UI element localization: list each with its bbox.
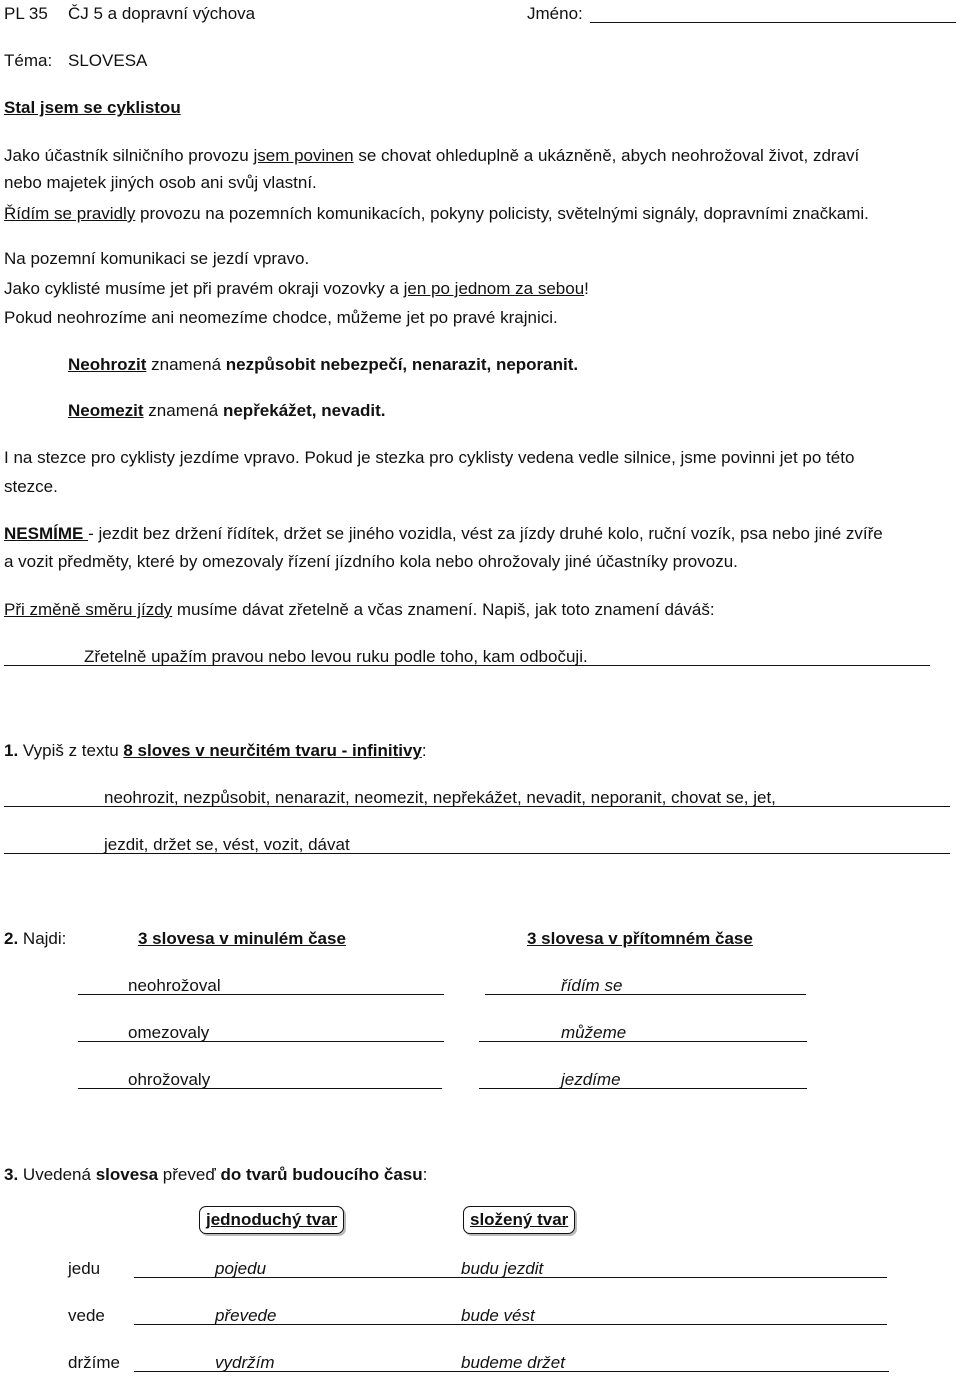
para2-line2: Jako cyklisté musíme jet při pravém okraji vozovky a jen po jednom za sebou!: [4, 279, 589, 298]
para1-line3: Řídím se pravidly provozu na pozemních komunikacích, pokyny policisty, světelnými signály, dopravními značkami.: [4, 204, 869, 223]
subject-label: ČJ 5 a dopravní výchova: [68, 4, 256, 23]
task3-simple-3: vydržím: [215, 1353, 275, 1372]
present-verb-2: můžeme: [561, 1023, 627, 1042]
task2-col-past: 3 slovesa v minulém čase: [138, 929, 346, 948]
worksheet-number: PL 35: [4, 4, 48, 23]
present-line-2[interactable]: [479, 1041, 807, 1042]
present-line-3[interactable]: [479, 1088, 807, 1089]
topic-label: Téma:: [4, 51, 53, 70]
task3-simple-2: převede: [215, 1306, 277, 1325]
past-verb-1: neohrožoval: [128, 976, 221, 995]
task3-compound-1: budu jezdit: [461, 1259, 544, 1278]
para3-line1: I na stezce pro cyklisty jezdíme vpravo. Pokud je stezka pro cyklisty vedena vedle silnice, jsme povinni jet po této: [4, 448, 855, 467]
task1-heading: 1. Vypiš z textu 8 sloves v neurčitém tvaru - infinitivy:: [4, 741, 427, 760]
definition-neohrozit: Neohrozit znamená nezpůsobit nebezpečí, nenarazit, neporanit.: [68, 355, 579, 374]
page-title: Stal jsem se cyklistou: [4, 98, 181, 117]
para1-line1: Jako účastník silničního provozu jsem povinen se chovat ohleduplně a ukázněně, abych neohrožoval život, zdraví: [4, 146, 860, 165]
name-label: Jméno:: [527, 4, 583, 23]
past-verb-3: ohrožovaly: [128, 1070, 211, 1089]
nesmime-line1: NESMÍME - jezdit bez držení řídítek, držet se jiného vozidla, vést za jízdy druhé kolo, ruční vozík, psa nebo jiné zvíře: [4, 524, 883, 543]
task3-compound-2: bude vést: [461, 1306, 535, 1325]
present-verb-1: řídím se: [561, 976, 623, 995]
task3-compound-3: budeme držet: [461, 1353, 565, 1372]
task3-verb-2: vede: [68, 1306, 105, 1325]
compound-form-header-box: složený tvar: [463, 1206, 575, 1234]
para3-line2: stezce.: [4, 477, 58, 496]
nesmime-line2: a vozit předměty, které by omezovaly řízení jízdního kola nebo ohrožovaly jiné účastníky provozu.: [4, 552, 738, 571]
task3-simple-1: pojedu: [215, 1259, 267, 1278]
name-input-line[interactable]: [590, 22, 956, 23]
past-verb-2: omezovaly: [128, 1023, 210, 1042]
task1-answer1: neohrozit, nezpůsobit, nenarazit, neomezit, nepřekážet, nevadit, neporanit, chovat se, jet,: [104, 788, 776, 807]
definition-neomezit: Neomezit znamená nepřekážet, nevadit.: [68, 401, 386, 420]
simple-form-header-box: jednoduchý tvar: [199, 1206, 344, 1234]
para2-line1: Na pozemní komunikaci se jezdí vpravo.: [4, 249, 310, 268]
task2-col-present: 3 slovesa v přítomném čase: [527, 929, 753, 948]
present-line-1[interactable]: [485, 994, 806, 995]
signal-question: Při změně směru jízdy musíme dávat zřetelně a včas znamení. Napiš, jak toto znamení dáváš:: [4, 600, 715, 619]
present-verb-3: jezdíme: [561, 1070, 621, 1089]
task3-verb-3: držíme: [68, 1353, 120, 1372]
task2-heading: 2. Najdi:: [4, 929, 67, 948]
task3-heading: 3. Uvedená slovesa převeď do tvarů budoucího času:: [4, 1165, 428, 1184]
para2-line3: Pokud neohrozíme ani neomezíme chodce, můžeme jet po pravé krajnici.: [4, 308, 558, 327]
signal-answer: Zřetelně upažím pravou nebo levou ruku podle toho, kam odbočuji.: [84, 647, 588, 666]
topic-value: SLOVESA: [68, 51, 148, 70]
para1-line2: nebo majetek jiných osob ani svůj vlastní.: [4, 173, 317, 192]
task3-verb-1: jedu: [68, 1259, 101, 1278]
task1-answer2: jezdit, držet se, vést, vozit, dávat: [104, 835, 350, 854]
